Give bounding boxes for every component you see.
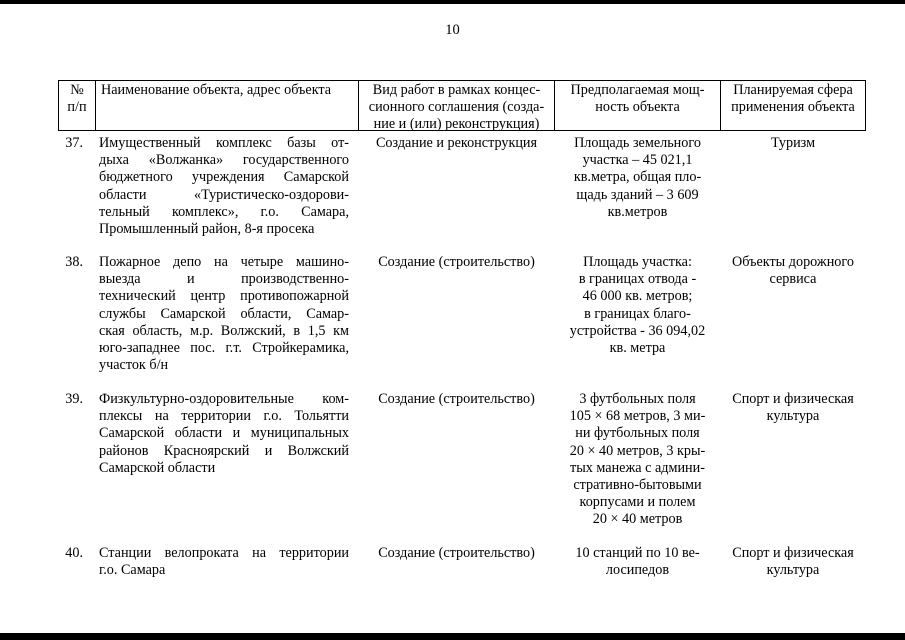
sphere: [720, 391, 866, 425]
object-name-line: Имущественный комплекс базы от-: [99, 135, 349, 151]
object-name-line: юго-западнее пос. г.т. Стройкерамика,: [99, 340, 349, 357]
row-number: 37.: [65, 135, 83, 151]
capacity-line: кв. метра: [609, 340, 666, 357]
capacity-line: в границах отвода -: [578, 271, 697, 288]
object-name-line: Промышленный район, 8-я просека: [99, 221, 315, 238]
object-name-line: бюджетного учреждения Самарской: [99, 169, 349, 186]
object-name-line: ская область, м.р. Волжский, в 1,5 км: [99, 322, 349, 339]
capacity-line: 3 футбольных поля: [579, 391, 696, 407]
header-sphere-line: Планируемая сфера: [733, 82, 853, 98]
header-capacity-line: Предполагаемая мощ-: [570, 82, 705, 98]
capacity-line: устройства - 36 094,02: [569, 322, 706, 339]
capacity-line: стративно-бытовыми: [573, 477, 702, 494]
object-name-line: районов Красноярский и Волжский: [99, 442, 349, 459]
sphere-line: сервиса: [769, 271, 817, 288]
sphere: [720, 254, 866, 288]
header-num-line2: п/п: [67, 99, 87, 115]
object-name-line: Станции велопроката на территории: [99, 545, 349, 561]
work-type: Создание (строительство): [378, 545, 535, 561]
object-name-line: Пожарное депо на четыре машино-: [99, 254, 349, 270]
object-name: [99, 254, 349, 374]
capacity-line: тых манежа с админи-: [570, 459, 705, 476]
header-num: [58, 82, 96, 116]
work-type: Создание (строительство): [378, 254, 535, 270]
object-name-line: Самарской области и муниципальных: [99, 425, 349, 442]
page-number: 10: [445, 22, 460, 38]
row-number: 38.: [65, 254, 83, 270]
capacity-line: 46 000 кв. метров;: [582, 288, 693, 305]
top-border: [0, 0, 905, 4]
header-sphere: [720, 82, 866, 116]
capacity-line: 105 × 68 метров, 3 ми-: [569, 408, 706, 425]
capacity-line: Площадь земельного: [574, 135, 701, 151]
object-name-line: Физкультурно-оздоровительные ком-: [99, 391, 349, 407]
row-number: 40.: [65, 545, 83, 561]
work-type: Создание и реконструкция: [375, 135, 538, 151]
sphere-line: Объекты дорожного: [732, 254, 854, 270]
header-num-line1: №: [70, 82, 84, 98]
sphere-line: Спорт и физическая: [732, 545, 854, 561]
sphere: [720, 135, 866, 152]
object-name: [99, 391, 349, 477]
object-name-line: дыха «Волжанка» государственного: [99, 152, 349, 169]
header-capacity-line: ность объекта: [595, 99, 680, 115]
bottom-border: [0, 633, 905, 640]
row-number: 39.: [65, 391, 83, 407]
capacity-line: Площадь участка:: [583, 254, 692, 270]
capacity-line: корпусами и полем: [579, 494, 696, 511]
capacity: [554, 254, 721, 357]
object-name-line: Самарской области: [99, 459, 216, 476]
header-sphere-line: применения объекта: [731, 99, 855, 115]
capacity: [554, 391, 721, 529]
sphere-line: Спорт и физическая: [732, 391, 854, 407]
capacity-line: щадь зданий – 3 609: [576, 186, 699, 203]
object-name-line: области «Туристическо-оздорови-: [99, 186, 349, 203]
object-name-line: службы Самарской области, Самар-: [99, 305, 349, 322]
capacity-line: лосипедов: [605, 562, 670, 579]
sphere-line: Туризм: [770, 135, 816, 151]
sphere-line: культура: [766, 408, 820, 425]
work-type: Создание (строительство): [378, 391, 535, 407]
capacity-line: ни футбольных поля: [575, 425, 700, 442]
object-name: [99, 135, 349, 238]
sphere-line: культура: [766, 562, 820, 579]
header-work-line: ние и (или) реконструкция): [373, 116, 540, 132]
capacity-line: в границах благо-: [584, 305, 691, 322]
object-name-line: технический центр противопожарной: [99, 288, 349, 305]
sphere: [720, 545, 866, 579]
object-name-line: участок б/н: [99, 357, 169, 374]
object-name-line: г.о. Самара: [99, 562, 166, 579]
object-name-line: тельный комплекс», г.о. Самара,: [99, 203, 349, 220]
capacity: [554, 545, 721, 579]
object-name: [99, 545, 349, 579]
capacity: [554, 135, 721, 221]
header-name: Наименование объекта, адрес объекта: [101, 82, 332, 98]
object-name-line: выезда и производственно-: [99, 271, 349, 288]
capacity-line: участка – 45 021,1: [582, 152, 693, 169]
capacity-line: кв.метра, общая пло-: [573, 169, 702, 186]
object-name-line: плексы на территории г.о. Тольятти: [99, 408, 349, 425]
header-work: [358, 82, 555, 133]
header-work-line: сионного соглашения (созда-: [368, 99, 545, 115]
header-work-line: Вид работ в рамках концес-: [372, 82, 541, 98]
capacity-line: 20 × 40 метров, 3 кры-: [569, 442, 706, 459]
header-capacity: [554, 82, 721, 116]
capacity-line: 10 станций по 10 ве-: [575, 545, 700, 561]
capacity-line: кв.метров: [607, 203, 668, 220]
capacity-line: 20 × 40 метров: [592, 511, 683, 528]
